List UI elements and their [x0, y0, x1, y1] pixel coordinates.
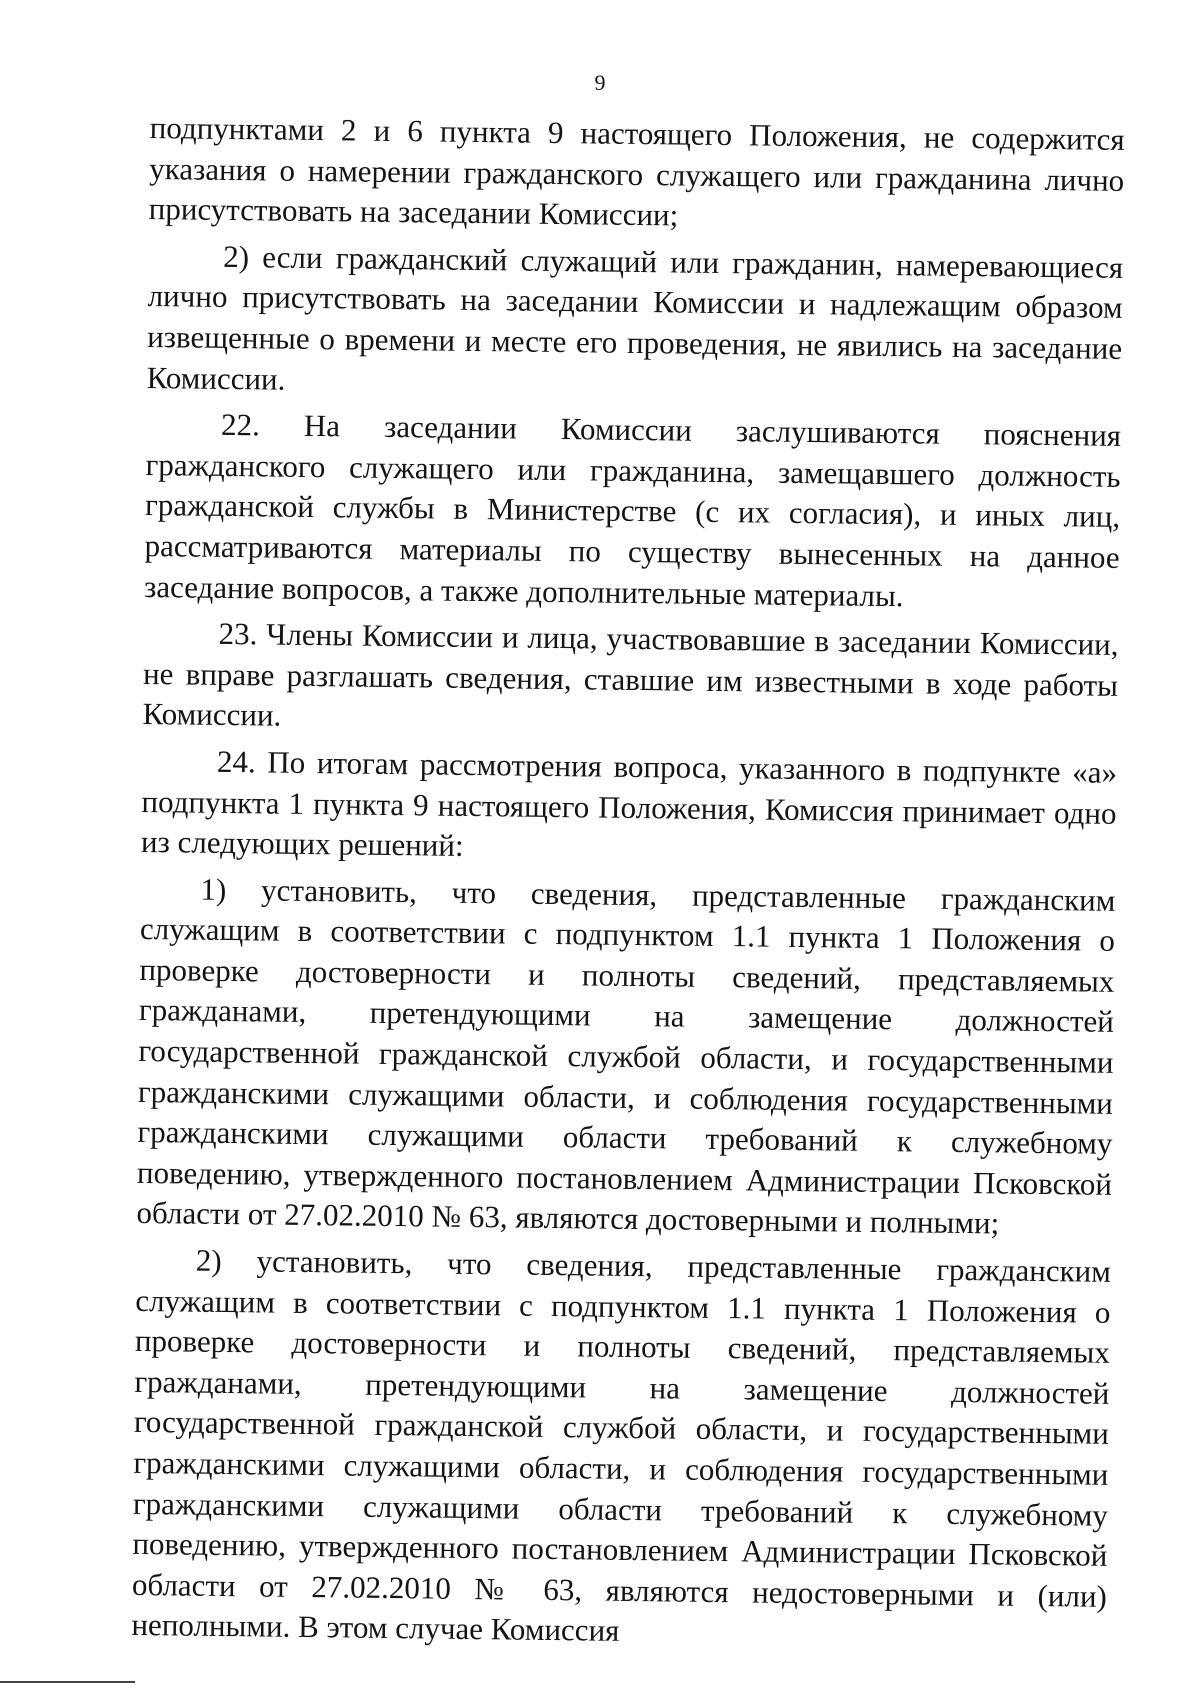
document-body: [131, 108, 1125, 1664]
paragraph-continuation: подпунктами 2 и 6 пункта 9 настоящего Положения, не содержится указания о намерении гражданского служащего или гражданина лично присутствовать на заседании Комиссии;: [148, 109, 1125, 233]
paragraph-24: 24. По итогам рассмотрения вопроса, указанного в подпункте «а» подпункта 1 пункта 9 настоящего Положения, Комиссия принимает одно из следующих решений:: [140, 743, 1118, 863]
paragraph-24-item-2: 2) установить, что сведения, представленные гражданским служащим в соответствии с подпунктом 1.1 пункта 1 Положения о проверке достоверности и полноты сведений, представляемых гражданами, претендующими на замещение должностей государственной гражданской службой области, и государственными гражданскими служащими области, и соблюдения государственными гражданскими служащими области требований к служебному поведению, утвержденного постановлением Администрации Псковской области от 27.02.2010 № 63, являются недостоверными и (или) неполными. В этом случае Комиссия: [131, 1242, 1112, 1649]
paragraph-24-item-1: 1) установить, что сведения, представленные гражданским служащим в соответствии с подпунктом 1.1 пункта 1 Положения о проверке достоверности и полноты сведений, представляемых гражданами, претендующими на замещение должностей государственной гражданской службой области, и государственными гражданскими служащими области, и соблюдения государственными гражданскими служащими области требований к служебному поведению, утвержденного постановлением Администрации Псковской области от 27.02.2010 № 63, являются достоверными и полными;: [136, 871, 1116, 1241]
paragraph-22: 22. На заседании Комиссии заслушиваются пояснения гражданского служащего или гражданина, замещавшего должность гражданской службы в Министерстве (с их согласия), и иных лиц, рассматриваются материалы по существу вынесенных на данное заседание вопросов, а также дополнительные материалы.: [143, 407, 1122, 613]
paragraph-21-item-2: 2) если гражданский служащий или гражданин, намеревающиеся лично присутствовать на заседании Комиссии и надлежащим образом извещенные о времени и месте его проведения, не явились на заседание Комиссии.: [146, 238, 1124, 397]
paragraph-23: 23. Члены Комиссии и лица, участвовавшие в заседании Комиссии, не вправе разглашать сведения, ставшие им известными в ходе работы Комиссии.: [142, 616, 1119, 733]
scan-edge-mark: [0, 1681, 135, 1683]
page-number: 9: [594, 70, 606, 95]
